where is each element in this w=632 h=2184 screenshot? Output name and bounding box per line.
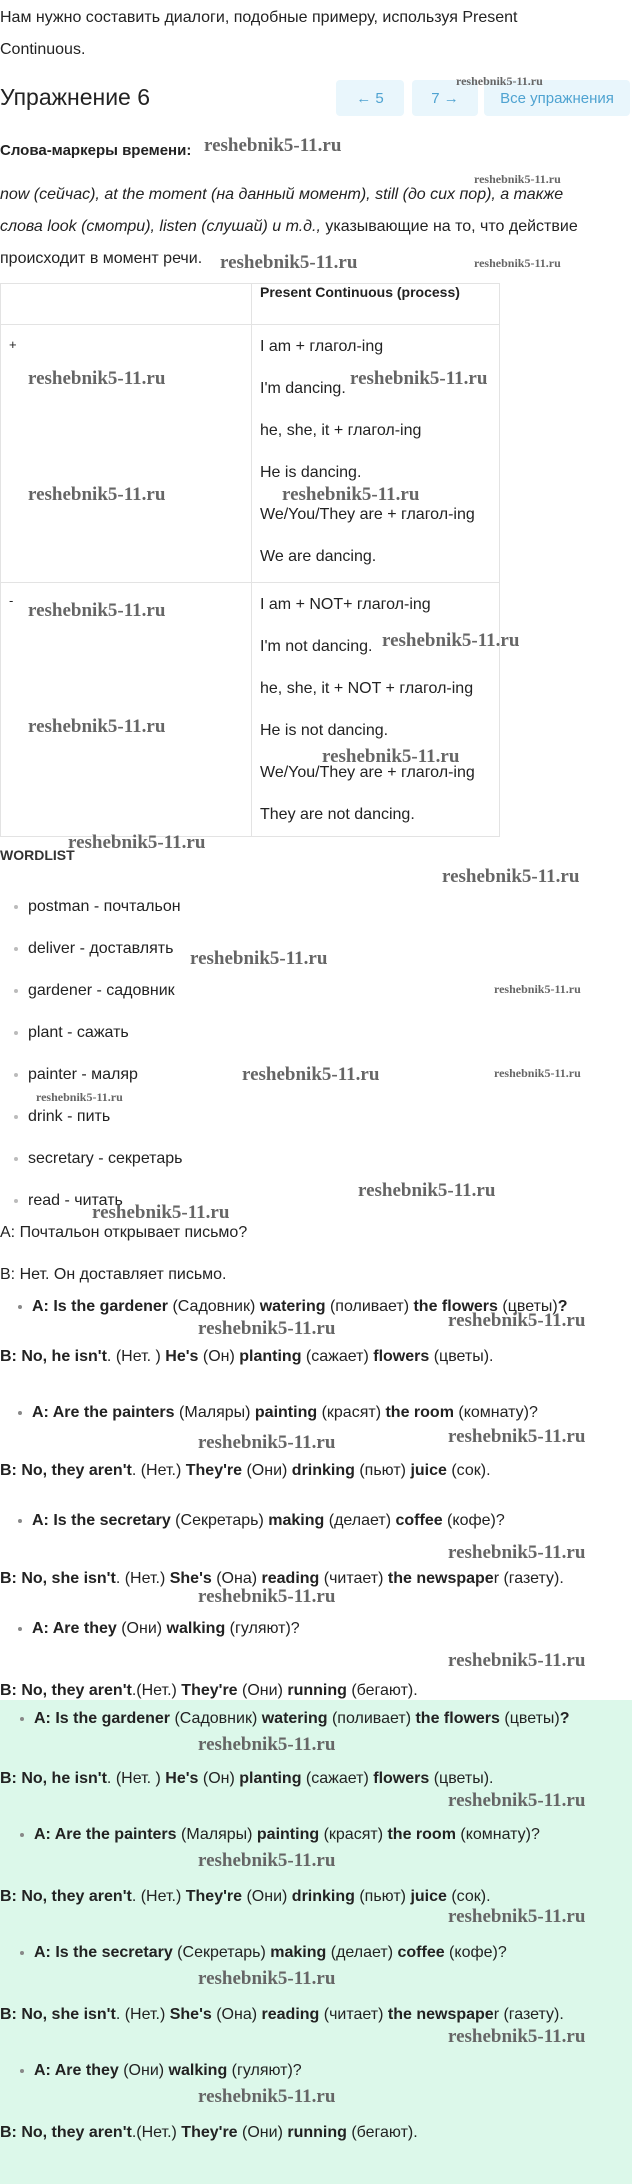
bold-segment: ? [559, 1710, 570, 1727]
text-segment: (Они) [242, 1888, 292, 1905]
bold-segment: juice [410, 1888, 447, 1905]
list-item: secretary - секретарь [14, 1150, 182, 1168]
form-line: he, she, it + глагол-ing [260, 422, 422, 439]
text-segment: (комнату)? [453, 1404, 538, 1421]
bold-segment: A: Are they [32, 1620, 117, 1637]
bold-segment: drinking [291, 1462, 355, 1479]
answer-question [20, 1710, 570, 1728]
text-segment: (гуляют)? [227, 2062, 302, 2079]
bold-segment: B: No, she isn't [0, 1570, 116, 1587]
form-line: He is dancing. [260, 464, 362, 481]
bold-segment: walking [168, 2062, 228, 2079]
watermark: reshebnik5-11.ru [198, 1734, 336, 1755]
text-segment: (Он) [198, 1348, 240, 1365]
answer-question [20, 2062, 302, 2080]
bold-segment: He's [165, 1348, 199, 1365]
text-segment: (читает) [319, 2006, 388, 2023]
watermark: reshebnik5-11.ru [442, 866, 580, 887]
watermark: reshebnik5-11.ru [474, 256, 561, 270]
plus-forms-cell [252, 325, 500, 583]
bold-segment: drinking [291, 1888, 355, 1905]
text-segment: (сажает) [301, 1348, 374, 1365]
dialogue-answer [0, 1462, 491, 1480]
text-segment: (комнату)? [455, 1826, 540, 1843]
plus-sign: + [9, 337, 17, 352]
text-segment: r (газету). [493, 2006, 564, 2023]
watermark: reshebnik5-11.ru [28, 600, 166, 621]
watermark: reshebnik5-11.ru [448, 2026, 586, 2047]
text-segment: .(Нет.) [131, 1682, 182, 1699]
bold-segment: the flowers [415, 1710, 500, 1727]
bold-segment: ? [557, 1298, 568, 1315]
text-segment: (Они) [237, 1682, 288, 1699]
bold-segment: They're [185, 1888, 243, 1905]
bold-segment: coffee [395, 1512, 443, 1529]
watermark: reshebnik5-11.ru [382, 630, 520, 651]
dialogue-answer [0, 1348, 493, 1366]
text-segment: (кофе)? [442, 1512, 505, 1529]
bold-segment: B: No, they aren't [0, 1888, 132, 1905]
text-segment: (читает) [319, 1570, 388, 1587]
bold-segment: A: Is the gardener [32, 1298, 169, 1315]
bold-segment: running [287, 1682, 347, 1699]
answer-line [0, 1888, 491, 1906]
text-segment: (Секретарь) [170, 1512, 269, 1529]
watermark: reshebnik5-11.ru [456, 74, 543, 88]
text-segment: (сажает) [301, 1770, 374, 1787]
form-line: I am + NOT+ глагол-ing [260, 596, 431, 613]
text-segment: (поливает) [327, 1710, 416, 1727]
table-corner-cell [1, 284, 252, 325]
text-segment: . (Нет.) [115, 2006, 170, 2023]
minus-sign: - [9, 593, 14, 608]
bold-segment: B: No, they aren't [0, 1682, 132, 1699]
watermark: reshebnik5-11.ru [28, 368, 166, 389]
list-item: plant - сажать [14, 1024, 129, 1042]
bold-segment: She's [169, 2006, 212, 2023]
bold-segment: making [268, 1512, 325, 1529]
watermark: reshebnik5-11.ru [198, 1432, 336, 1453]
text-segment: (делает) [324, 1512, 396, 1529]
intro-text: Нам нужно составить диалоги, подобные примеру, используя Present Continuous. [0, 9, 518, 58]
form-line: I am + глагол-ing [260, 338, 384, 355]
table-header: Present Continuous (process) [252, 284, 500, 325]
bold-segment: B: No, he isn't [0, 1348, 107, 1365]
bold-segment: A: Are the painters [32, 1404, 175, 1421]
bold-segment: juice [410, 1462, 447, 1479]
bold-segment: B: No, he isn't [0, 1770, 107, 1787]
watermark: reshebnik5-11.ru [36, 1090, 123, 1104]
text-segment: (Они) [237, 2124, 288, 2141]
form-line: I'm not dancing. [260, 638, 373, 655]
watermark: reshebnik5-11.ru [68, 832, 206, 853]
plus-sign-cell [1, 325, 252, 583]
bold-segment: watering [259, 1298, 326, 1315]
watermark: reshebnik5-11.ru [28, 484, 166, 505]
form-line: He is not dancing. [260, 722, 389, 739]
bold-segment: the newspape [387, 2006, 494, 2023]
bold-segment: A: Is the secretary [34, 1944, 173, 1961]
bold-segment: the room [387, 1826, 456, 1843]
text-segment: . (Нет.) [131, 1462, 186, 1479]
watermark: reshebnik5-11.ru [198, 1968, 336, 1989]
bold-segment: walking [166, 1620, 226, 1637]
watermark: reshebnik5-11.ru [242, 1064, 380, 1085]
text-segment: r (газету). [493, 1570, 564, 1587]
form-line: I'm dancing. [260, 380, 346, 397]
form-line: They are not dancing. [260, 806, 415, 823]
watermark: reshebnik5-11.ru [448, 1426, 586, 1447]
bold-segment: running [287, 2124, 347, 2141]
list-item: painter - маляр [14, 1066, 138, 1084]
bold-segment: They're [181, 1682, 238, 1699]
watermark: reshebnik5-11.ru [448, 1310, 586, 1331]
list-item: deliver - доставлять [14, 940, 173, 958]
text-segment: (Они) [116, 1620, 167, 1637]
watermark: reshebnik5-11.ru [198, 1586, 336, 1607]
text-segment: (красят) [319, 1826, 388, 1843]
answer-line [0, 2124, 418, 2142]
watermark: reshebnik5-11.ru [494, 982, 581, 996]
example-answer: B: Нет. Он доставляет письмо. [0, 1266, 227, 1283]
markers-rest: указывающие на то, что действие происходит в момент речи. [0, 218, 578, 267]
answer-question [20, 1826, 540, 1844]
bold-segment: B: No, she isn't [0, 2006, 116, 2023]
list-item: gardener - садовник [14, 982, 175, 1000]
watermark: reshebnik5-11.ru [282, 484, 420, 505]
text-segment: (Она) [211, 2006, 262, 2023]
watermark: reshebnik5-11.ru [220, 252, 358, 273]
bold-segment: B: No, they aren't [0, 1462, 132, 1479]
text-segment: (цветы). [429, 1770, 494, 1787]
text-segment: (Они) [242, 1462, 292, 1479]
list-item: drink - пить [14, 1108, 110, 1126]
bold-segment: reading [261, 1570, 320, 1587]
watermark: reshebnik5-11.ru [448, 1650, 586, 1671]
watermark: reshebnik5-11.ru [494, 1066, 581, 1080]
text-segment: (Садовник) [168, 1298, 260, 1315]
watermark: reshebnik5-11.ru [358, 1180, 496, 1201]
text-segment: (Маляры) [174, 1404, 255, 1421]
text-segment: (делает) [326, 1944, 398, 1961]
text-segment: (сок). [446, 1462, 491, 1479]
text-segment: . (Нет.) [131, 1888, 186, 1905]
list-item: postman - почтальон [14, 898, 181, 916]
text-segment: (Она) [211, 1570, 262, 1587]
answer-question [20, 1944, 507, 1962]
form-line: We are dancing. [260, 548, 377, 565]
form-line: We/You/They are + глагол-ing [260, 506, 475, 523]
bold-segment: watering [261, 1710, 328, 1727]
dialogue-answer [0, 1682, 418, 1700]
text-segment: . (Нет. ) [106, 1348, 166, 1365]
watermark: reshebnik5-11.ru [92, 1202, 230, 1223]
bold-segment: planting [239, 1770, 302, 1787]
markers-heading: Слова-маркеры времени: [0, 142, 192, 159]
bold-segment: painting [254, 1404, 318, 1421]
bold-segment: the flowers [413, 1298, 498, 1315]
bold-segment: They're [181, 2124, 238, 2141]
watermark: reshebnik5-11.ru [190, 948, 328, 969]
bold-segment: A: Is the secretary [32, 1512, 171, 1529]
text-segment: (сок). [446, 1888, 491, 1905]
text-segment: (красят) [317, 1404, 386, 1421]
bold-segment: the newspape [387, 1570, 494, 1587]
watermark: reshebnik5-11.ru [198, 1318, 336, 1339]
watermark: reshebnik5-11.ru [350, 368, 488, 389]
text-segment: (гуляют)? [225, 1620, 300, 1637]
prev-exercise-button[interactable]: ← 5 [336, 80, 404, 116]
text-segment: . (Нет.) [115, 1570, 170, 1587]
watermark: reshebnik5-11.ru [474, 172, 561, 186]
wordlist-heading: WORDLIST [0, 847, 75, 863]
text-segment: (бегают). [346, 1682, 418, 1699]
text-segment: (бегают). [346, 2124, 418, 2141]
watermark: reshebnik5-11.ru [448, 1790, 586, 1811]
text-segment: (Секретарь) [172, 1944, 271, 1961]
answer-line [0, 2006, 564, 2024]
bold-segment: the room [385, 1404, 454, 1421]
text-segment: (Они) [118, 2062, 169, 2079]
text-segment: (пьют) [354, 1462, 411, 1479]
text-segment: (цветы). [429, 1348, 494, 1365]
watermark: reshebnik5-11.ru [28, 716, 166, 737]
text-segment: (пьют) [354, 1888, 411, 1905]
list-item: read - читать [14, 1192, 123, 1210]
bold-segment: painting [256, 1826, 320, 1843]
text-segment: (цветы) [499, 1710, 560, 1727]
watermark: reshebnik5-11.ru [448, 1542, 586, 1563]
bold-segment: B: No, they aren't [0, 2124, 132, 2141]
watermark: reshebnik5-11.ru [448, 1906, 586, 1927]
example-question: A: Почтальон открывает письмо? [0, 1224, 248, 1241]
bold-segment: flowers [373, 1770, 430, 1787]
watermark: reshebnik5-11.ru [198, 2086, 336, 2107]
watermark: reshebnik5-11.ru [322, 746, 460, 767]
bold-segment: flowers [373, 1348, 430, 1365]
text-segment: (Он) [198, 1770, 240, 1787]
text-segment: .(Нет.) [131, 2124, 182, 2141]
form-line: We/You/They are + глагол-ing [260, 764, 475, 781]
bold-segment: coffee [397, 1944, 445, 1961]
answer-line [0, 1770, 493, 1788]
minus-forms-cell [252, 583, 500, 837]
exercise-title: Упражнение 6 [0, 84, 151, 110]
bold-segment: making [270, 1944, 327, 1961]
watermark: reshebnik5-11.ru [198, 1850, 336, 1871]
bold-segment: reading [261, 2006, 320, 2023]
text-segment: (Садовник) [170, 1710, 262, 1727]
markers-italic: now (сейчас), at the moment (на данный момент), still (до сих пор), а также слова look (смотри), listen (слушай) и т.д., [0, 186, 564, 235]
bold-segment: He's [165, 1770, 199, 1787]
all-exercises-button[interactable]: Все упражнения [484, 80, 630, 116]
text-segment: (Маляры) [176, 1826, 257, 1843]
text-segment: . (Нет. ) [106, 1770, 166, 1787]
dialogue-question [18, 1620, 300, 1638]
dialogue-question [18, 1404, 538, 1422]
bold-segment: planting [239, 1348, 302, 1365]
bold-segment: She's [169, 1570, 212, 1587]
watermark: reshebnik5-11.ru [204, 135, 342, 156]
bold-segment: A: Are they [34, 2062, 119, 2079]
form-line: he, she, it + NOT + глагол-ing [260, 680, 474, 697]
bold-segment: A: Are the painters [34, 1826, 177, 1843]
text-segment: (поливает) [325, 1298, 414, 1315]
text-segment: (цветы) [497, 1298, 558, 1315]
text-segment: (кофе)? [444, 1944, 507, 1961]
next-exercise-button[interactable]: 7 → [412, 80, 478, 116]
bold-segment: They're [185, 1462, 243, 1479]
dialogue-question [18, 1512, 505, 1530]
bold-segment: A: Is the gardener [34, 1710, 171, 1727]
